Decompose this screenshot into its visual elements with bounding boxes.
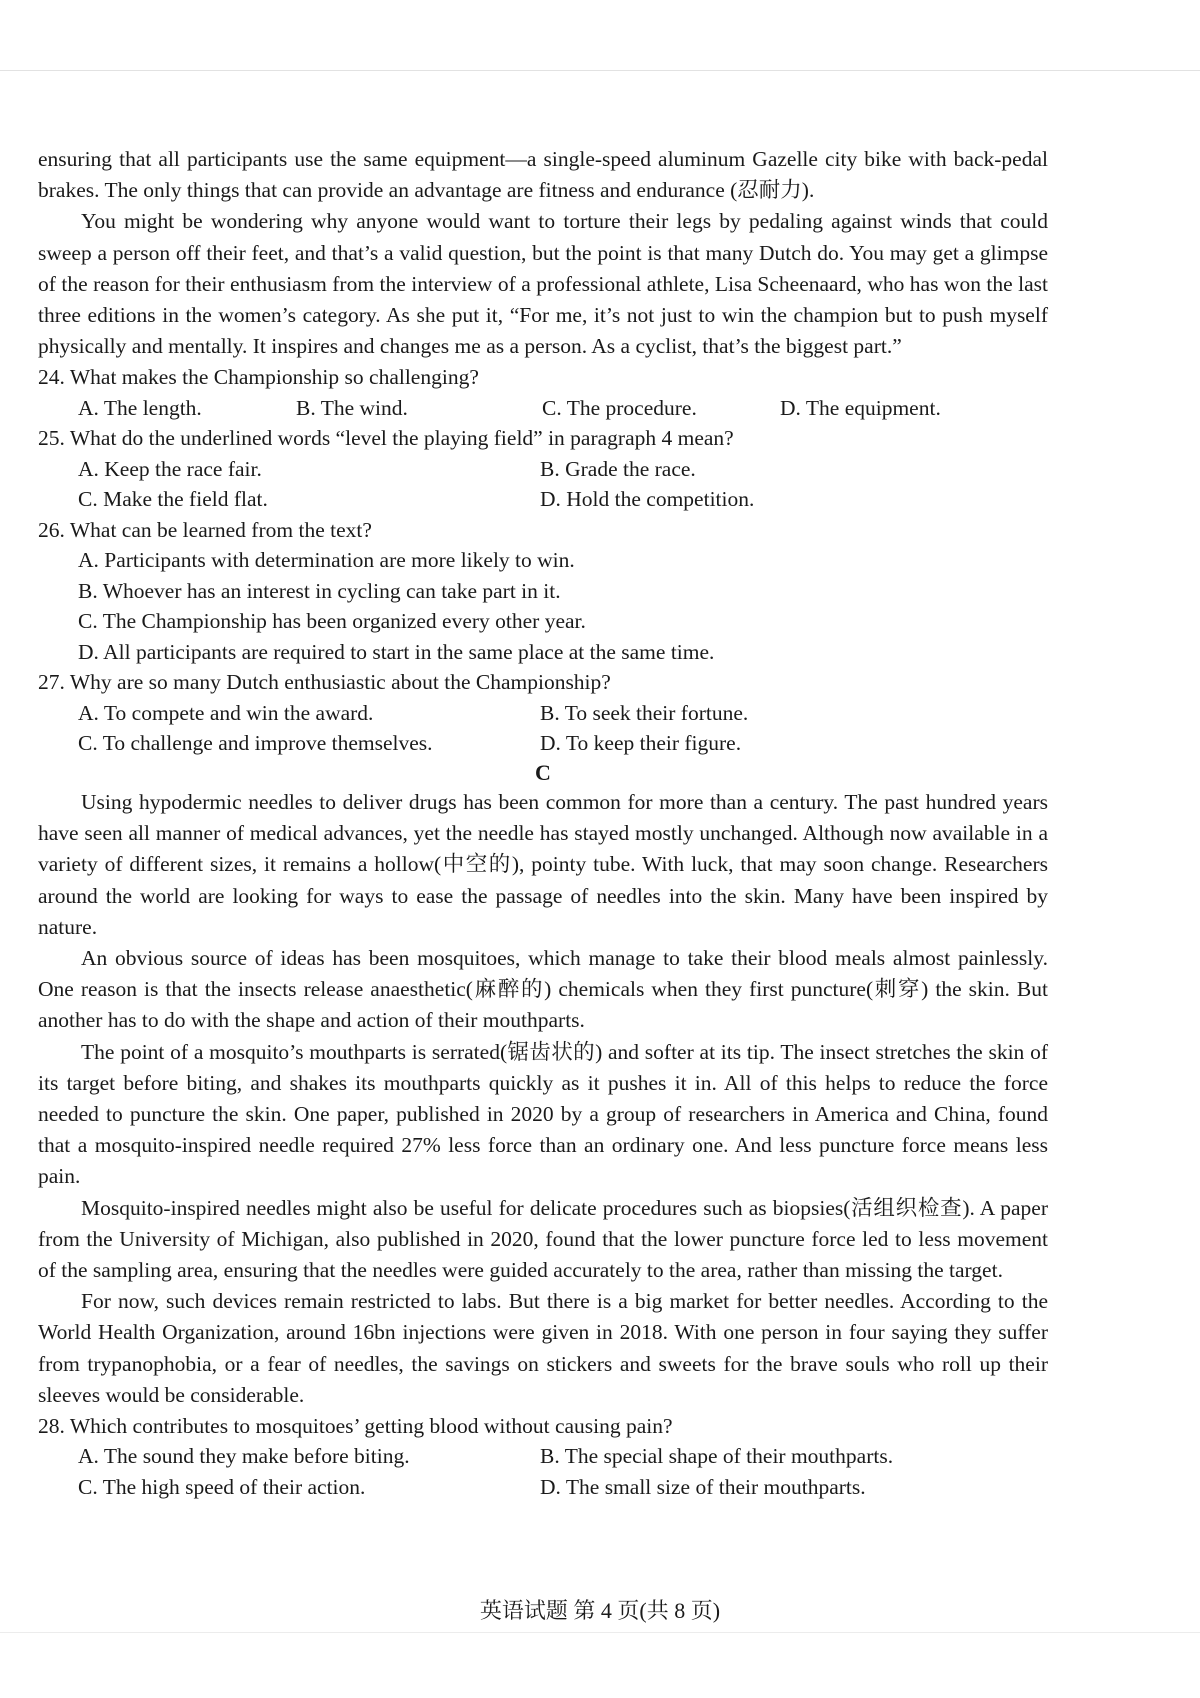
passage-c-paragraph-5: For now, such devices remain restricted to labs. But there is a big market for better needles. According to the World Health Organization, around 16bn injections were given in 2018. With one person in four saying they suffer from trypanophobia, or a fear of needles, the savings on stickers and sweets for the brave souls who roll up their sleeves would be considerable. [38,1289,1048,1407]
option-b[interactable]: B. The special shape of their mouthparts. [540,1444,894,1469]
passage-c-paragraph-4: Mosquito-inspired needles might also be useful for delicate procedures such as biopsies(活组织检查). A paper from the University of Michigan, also published in 2020, found that the lower puncture force led to less movement of the sampling area, ensuring that the needles were guided accurately to the area, rather than missing the target. [38,1195,1048,1282]
question-28 [38,1411,1048,1503]
option-b[interactable]: B. To seek their fortune. [540,700,749,725]
option-d[interactable]: D. To keep their figure. [540,731,742,756]
option-d[interactable]: D. Hold the competition. [540,487,755,512]
option-a[interactable]: A. Keep the race fair. [78,456,262,481]
option-b[interactable]: B. Whoever has an interest in cycling can take part in it. [78,578,561,603]
question-stem: 27. Why are so many Dutch enthusiastic about the Championship? [38,670,611,695]
answer-options [38,698,1048,759]
option-a[interactable]: A. Participants with determination are more likely to win. [78,548,575,573]
option-a[interactable]: A. To compete and win the award. [78,700,374,725]
question-25 [38,423,1048,515]
option-d[interactable]: D. The equipment. [780,395,941,420]
scan-edge-bottom [0,1632,1200,1633]
option-d[interactable]: D. The small size of their mouthparts. [540,1474,866,1499]
question-24 [38,362,1048,423]
passage-c-paragraph-3: The point of a mosquito’s mouthparts is serrated(锯齿状的) and softer at its tip. The insect stretches the skin of its target before biting, and shakes its mouthparts quickly as it pushes it in. All of this helps to reduce the force needed to puncture the skin. One paper, published in 2020 by a group of researchers in America and China, found that a mosquito-inspired needle required 27% less force than an ordinary one. And less puncture force means less pain. [38,1039,1048,1189]
answer-options [38,1441,1048,1502]
section-heading: C [535,759,551,785]
answer-options [38,545,1048,667]
option-d[interactable]: D. All participants are required to start in the same place at the same time. [78,639,715,664]
option-c[interactable]: C. The Championship has been organized every other year. [78,609,586,634]
option-b[interactable]: B. Grade the race. [540,456,696,481]
passage-c-paragraph-2: An obvious source of ideas has been mosquitoes, which manage to take their blood meals almost painlessly. One reason is that the insects release anaesthetic(麻醉的) chemicals when they first puncture(刺穿) the skin. But another has to do with the shape and action of their mouthparts. [38,945,1048,1033]
option-a[interactable]: A. The sound they make before biting. [78,1444,410,1469]
page-content [38,144,1048,1502]
passage-c-paragraph-1: Using hypodermic needles to deliver drugs has been common for more than a century. The past hundred years have seen all manner of medical advances, yet the needle has stayed mostly unchanged. Although now available in a variety of different sizes, it remains a hollow(中空的), pointy tube. With luck, that may soon change. Researchers around the world are looking for ways to ease the passage of needles into the skin. Many have been inspired by nature. [38,789,1048,939]
passage-b-paragraph-2: You might be wondering why anyone would want to torture their legs by pedaling against winds that could sweep a person off their feet, and that’s a valid question, but the point is that many Dutch do. You may get a glimpse of the reason for their enthusiasm from the interview of a professional athlete, Lisa Scheenaard, who has won the last three editions in the women’s category. As she put it, “For me, it’s not just to win the champion but to push myself physically and mentally. It inspires and changes me as a person. As a cyclist, that’s the biggest part.” [38,209,1048,359]
option-a[interactable]: A. The length. [78,395,202,420]
scan-edge-top [0,70,1200,71]
question-stem: 28. Which contributes to mosquitoes’ getting blood without causing pain? [38,1413,673,1438]
question-27 [38,667,1048,759]
passage-b-paragraph-1: ensuring that all participants use the same equipment—a single-speed aluminum Gazelle city bike with back-pedal brakes. The only things that can provide an advantage are fitness and endurance (忍耐力). [38,147,1048,203]
question-stem: 25. What do the underlined words “level the playing field” in paragraph 4 mean? [38,426,734,451]
answer-options [38,454,1048,515]
question-stem: 24. What makes the Championship so challenging? [38,365,479,390]
page-footer: 英语试题 第 4 页(共 8 页) [479,1598,721,1623]
question-stem: 26. What can be learned from the text? [38,517,372,542]
question-26 [38,515,1048,668]
option-c[interactable]: C. Make the field flat. [78,487,268,512]
option-c[interactable]: C. The high speed of their action. [78,1474,366,1499]
option-b[interactable]: B. The wind. [296,395,408,420]
option-c[interactable]: C. To challenge and improve themselves. [78,731,433,756]
answer-options [38,393,1048,424]
option-c[interactable]: C. The procedure. [542,395,697,420]
